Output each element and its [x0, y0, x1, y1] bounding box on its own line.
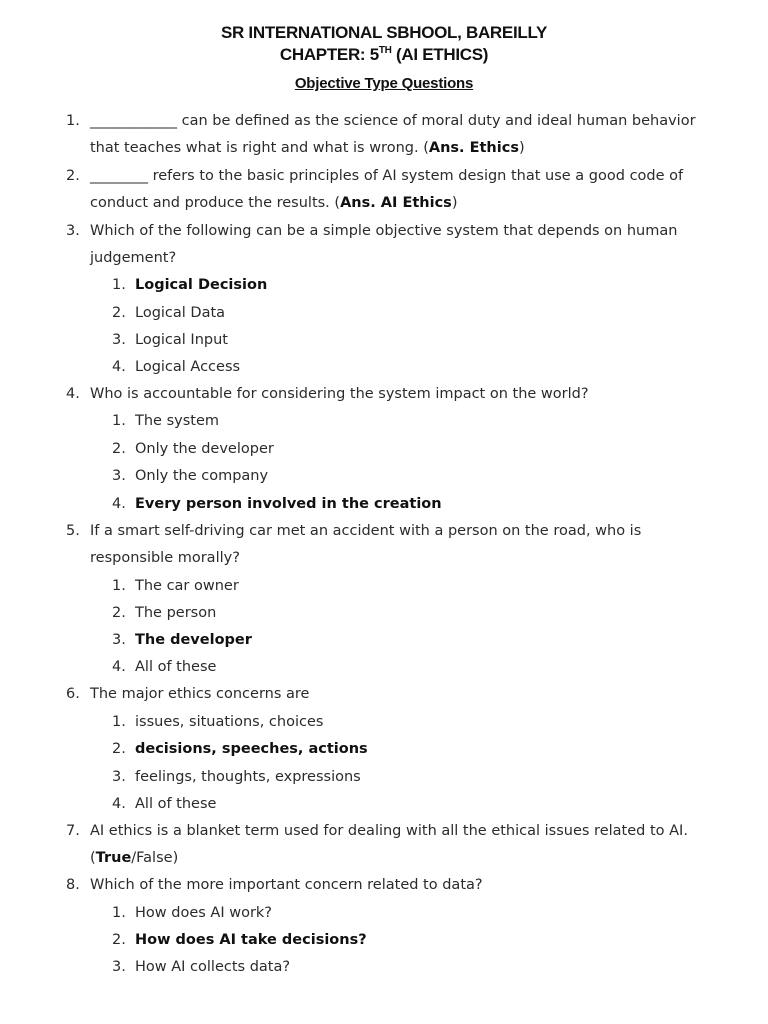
option-number: 3.: [112, 468, 126, 484]
question-text: [90, 113, 696, 129]
option-number: 1.: [112, 413, 126, 429]
closing-paren: ): [451, 195, 458, 211]
answer-blank: ________: [90, 168, 148, 184]
option-text: Logical Data: [135, 305, 226, 321]
option-number: 4.: [112, 796, 126, 812]
false-option: /False): [131, 850, 179, 866]
option-number: 2.: [112, 441, 126, 457]
answer-text: Ans. AI Ethics: [340, 195, 452, 211]
question-number: 3.: [66, 223, 80, 239]
option-number: 3.: [112, 332, 126, 348]
option-text: issues, situations, choices: [135, 714, 324, 730]
option-number: 1.: [112, 578, 126, 594]
question-text-continued: responsible morally?: [90, 550, 240, 566]
answer-text: Ans. Ethics: [428, 140, 519, 156]
question-text: If a smart self-driving car met an accident with a person on the road, who is: [90, 523, 642, 539]
option-text: Logical Input: [135, 332, 228, 348]
option-text: The car owner: [135, 578, 239, 594]
opening-paren: (: [90, 850, 96, 866]
option-number: 1.: [112, 905, 126, 921]
option-text-correct: The developer: [135, 632, 252, 648]
answer-blank: ____________: [90, 113, 177, 129]
option-number: 3.: [112, 632, 126, 648]
question-text: Who is accountable for considering the system impact on the world?: [90, 386, 589, 402]
option-text: The system: [135, 413, 219, 429]
option-text: All of these: [135, 659, 217, 675]
question-text: Which of the following can be a simple objective system that depends on human: [90, 223, 678, 239]
question-number: 4.: [66, 386, 80, 402]
question-number: 1.: [66, 113, 80, 129]
chapter-prefix: CHAPTER: 5: [279, 45, 379, 64]
option-number: 3.: [112, 959, 126, 975]
section-heading: Objective Type Questions: [294, 75, 474, 92]
question-line: can be defined as the science of moral duty and ideal human behavior: [177, 113, 696, 129]
chapter-suffix: (AI ETHICS): [391, 45, 489, 64]
option-text: feelings, thoughts, expressions: [135, 769, 361, 785]
question-text: Which of the more important concern related to data?: [90, 877, 483, 893]
option-text-correct: decisions, speeches, actions: [135, 741, 368, 757]
option-number: 2.: [112, 305, 126, 321]
option-text-correct: Logical Decision: [135, 277, 268, 293]
question-number: 8.: [66, 877, 80, 893]
option-number: 2.: [112, 932, 126, 948]
chapter-superscript: TH: [378, 45, 392, 56]
question-number: 7.: [66, 823, 80, 839]
option-number: 2.: [112, 741, 126, 757]
chapter-title: [0, 45, 768, 65]
question-text: The major ethics concerns are: [90, 686, 310, 702]
option-number: 1.: [112, 714, 126, 730]
option-number: 1.: [112, 277, 126, 293]
question-line: refers to the basic principles of AI system design that use a good code of: [148, 168, 684, 184]
question-text-continued: [90, 195, 458, 211]
option-number: 4.: [112, 359, 126, 375]
question-number: 2.: [66, 168, 80, 184]
option-text-correct: Every person involved in the creation: [135, 496, 442, 512]
question-text-continued: [90, 140, 525, 156]
question-text: AI ethics is a blanket term used for dealing with all the ethical issues related to AI.: [90, 823, 688, 839]
closing-paren: ): [518, 140, 525, 156]
option-number: 2.: [112, 605, 126, 621]
option-number: 4.: [112, 496, 126, 512]
question-line: conduct and produce the results. (: [90, 195, 341, 211]
option-number: 4.: [112, 659, 126, 675]
option-text: Logical Access: [135, 359, 241, 375]
question-number: 5.: [66, 523, 80, 539]
school-name: SR INTERNATIONAL SBHOOL, BAREILLY: [220, 23, 548, 42]
question-number: 6.: [66, 686, 80, 702]
option-text: All of these: [135, 796, 217, 812]
answer-text: True: [95, 850, 132, 866]
option-text: The person: [135, 605, 217, 621]
question-line: that teaches what is right and what is wrong. (: [90, 140, 429, 156]
option-text: How AI collects data?: [135, 959, 291, 975]
option-text-correct: How does AI take decisions?: [135, 932, 367, 948]
question-text: [90, 168, 683, 184]
option-text: Only the developer: [135, 441, 274, 457]
option-number: 3.: [112, 769, 126, 785]
question-text-continued: judgement?: [90, 250, 177, 266]
question-text-continued: [90, 850, 178, 866]
option-text: How does AI work?: [135, 905, 272, 921]
option-text: Only the company: [135, 468, 269, 484]
